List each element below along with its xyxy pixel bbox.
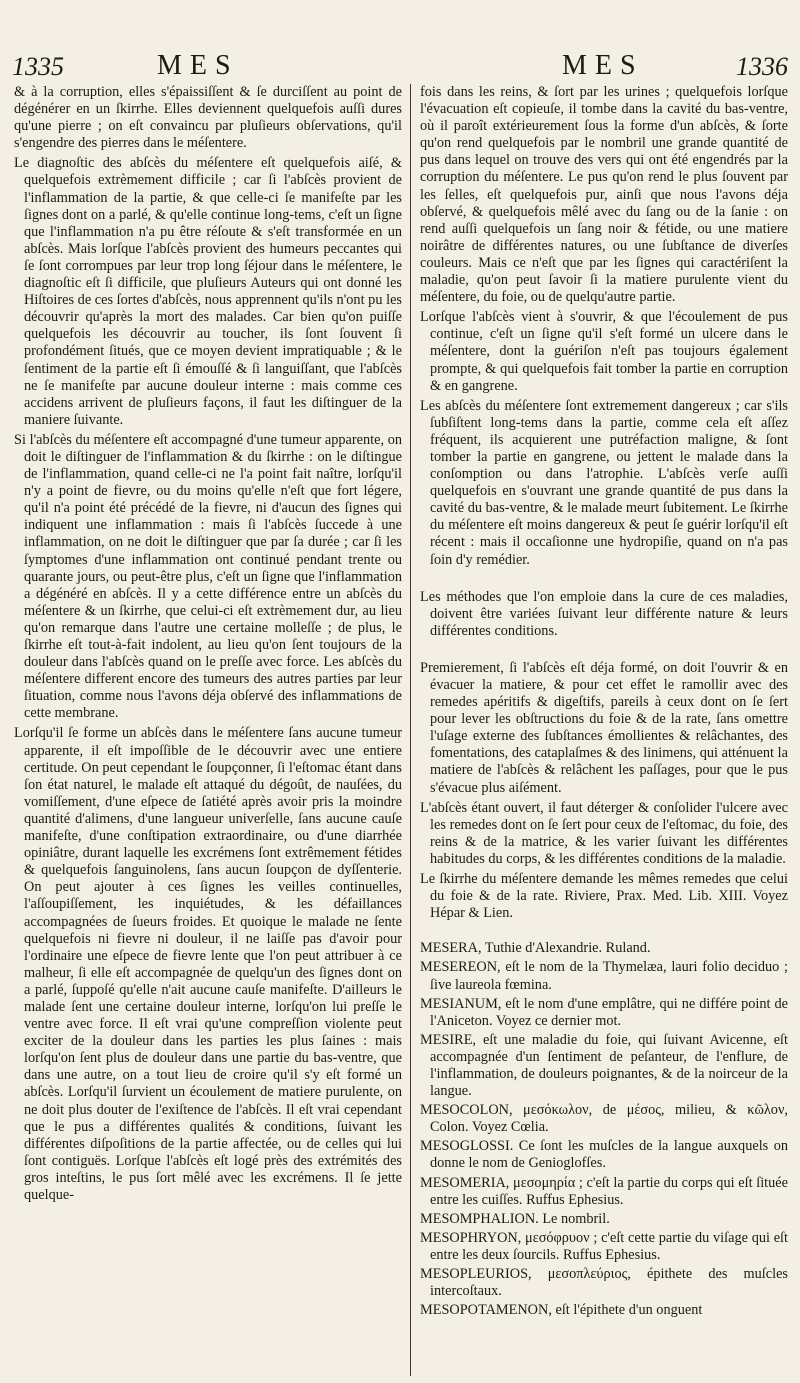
paragraph: Les méthodes que l'on emploie dans la cure de ces maladies, doivent être variées ſuivant leur différente nature & leurs différentes conditions.	[420, 588, 788, 639]
paragraph: Premierement, ſi l'abſcès eſt déja formé, on doit l'ouvrir & en évacuer la matiere, & pour cet effet le ramollir avec des remedes apéritifs & digeſtifs, pareils à ceux dont on ſe ſert pour lever les obſtructions du foie & de la rate, ſans omettre l'uſage externe des ſubſtances émollientes & relâchantes, des fomentations, des cataplaſmes & des linimens, qui atténuent la matiere de l'abſcès & relâchent les paſſages, pour que le pus s'évacue plus aiſément.	[420, 659, 788, 796]
left-page-number: 1335	[12, 52, 64, 81]
entry-mesophryon: MESOPHRYON, μεσόφρυον ; c'eſt cette partie du viſage qui eſt entre les deux ſourcils. Ruffus Ephesius.	[420, 1229, 788, 1263]
column-divider	[410, 84, 411, 1376]
right-column	[420, 84, 788, 1376]
entry-mesomeria: MESOMERIA, μεσομηρία ; c'eſt la partie du corps qui eſt ſituée entre les cuiſſes. Ruffus Ephesius.	[420, 1174, 788, 1208]
right-running-head: MES	[562, 50, 644, 81]
entry-mesoglossi: MESOGLOSSI. Ce ſont les muſcles de la langue auxquels on donne le nom de Genioglofſes.	[420, 1138, 788, 1172]
page-header	[12, 50, 788, 84]
paragraph: Le ſkirrhe du méſentere demande les mêmes remedes que celui du foie & de la rate. Riviere, Prax. Med. Lib. XIII. Voyez Hépar & Lien.	[420, 871, 788, 922]
right-page-number: 1336	[736, 52, 788, 81]
entry-mesereon: MESEREON, eſt le nom de la Thymelæa, lauri folio deciduo ; ſive laureola fœmina.	[420, 959, 788, 993]
paragraph: Si l'abſcès du méſentere eſt accompagné d'une tumeur apparente, on doit le diſtinguer de l'inflammation & du ſkirrhe : on le diſtingue de l'inflammation, quand celle-ci ne l'a point fait naître, lorſqu'il n'y a point de fievre, ou du moins qu'elle n'eſt que fort légere, qu'il n'a point été précédé de la fievre, ni d'aucun des ſignes qui indiquent une inflammation : mais ſi l'abſcès ſuccede à une inflammation, on ne doit le diſtinguer que par ſa durée ; car ſi les ſymptomes d'une inflammation ont continué pendant trente ou quarante jours, ou peut-être plus, c'eſt un ſigne que l'inflammation a dégénéré en abſcès. Il y a cette différence entre un abſcès du méſentere & un ſkirrhe, que celui-ci eſt extrèmement dur, au lieu qu'on remarque dans l'autre une certaine molleſſe ; de plus, le ſkirrhe eſt tout-à-fait indolent, au lieu qu'on ſent toujours de la douleur dans l'abſcès quand on le preſſe avec force. Les abſcès du méſentere different encore des tumeurs des autres parties par leur ſituation, comme nous l'avons déja obſervé des inflammations de cette membrane.	[14, 431, 402, 722]
entry-mesopleurios: MESOPLEURIOS, μεσοπλεύριος, épithete des muſcles intercoſtaux.	[420, 1266, 788, 1300]
left-running-head: MES	[157, 50, 239, 81]
dictionary-entries	[420, 940, 788, 1319]
entry-mesire: MESIRE, eſt une maladie du foie, qui ſuivant Avicenne, eſt accompagnée d'un ſentiment de peſanteur, de l'enflure, de l'inflammation, de douleurs poignantes, & de la noirceur de la langue.	[420, 1031, 788, 1100]
paragraph: & à la corruption, elles s'épaissiſſent & ſe durciſſent au point de dégénérer en un ſkirrhe. Elles deviennent quelquefois auſſi dures qu'une pierre ; on eſt convaincu par pluſieurs obſervations, qu'il s'engendre des pierres dans le méſentere.	[14, 84, 402, 152]
paragraph: Lorſque l'abſcès vient à s'ouvrir, & que l'écoulement de pus continue, c'eſt un ſigne qu'il s'eſt formé un ulcere dans le méſentere, dont la guériſon n'eſt pas toujours également prompte, & qui quelquefois fait tomber la partie en corruption & en gangrene.	[420, 309, 788, 394]
paragraph: L'abſcès étant ouvert, il faut déterger & conſolider l'ulcere avec les remedes dont on ſe ſert pour ceux de l'eſtomac, du foie, des reins & de la matrice, & les varier ſuivant les différentes habitudes du corps, & les différentes conditions de la maladie.	[420, 799, 788, 867]
paragraph: Le diagnoſtic des abſcès du méſentere eſt quelquefois aiſé, & quelquefois extrèmement difficile ; car ſi l'abſcès provient de l'inflammation de la partie, & que celle-ci ſe manifeſte par les ſignes dont on a parlé, & qu'elle continue long-tems, c'eſt un ſigne que l'inflammation n'a pu être réſoute & s'eſt transformée en un abſcès. Mais lorſque l'abſcès provient des humeurs peccantes qui ſe ſont corrompues par leur trop long ſéjour dans le méſentere, le diagnoſtic eſt ſi difficile, que pluſieurs Auteurs qui ont donné les Hiſtoires de ces ſortes d'abſcès, nous apprennent qu'ils n'ont pu les découvrir qu'après la mort des malades. Car bien qu'on puiſſe quelquefois les découvrir au toucher, ils ſont ſouvent ſi profondément ſitués, que ce moyen devient impratiquable ; & le ſentiment de la partie eſt ſi émouſſé & ſi languiſſant, que l'abſcès ne ſe manifeſte par aucune douleur interne : mais comme ces accidens arrivent de pluſieurs façons, il faut les diſtinguer de la maniere ſuivante.	[14, 155, 402, 428]
entry-mesomphalion: MESOMPHALION. Le nombril.	[420, 1210, 610, 1227]
entry-mesopotamenon: MESOPOTAMENON, eſt l'épithete d'un onguent	[420, 1302, 703, 1319]
paragraph: Les abſcès du méſentere ſont extremement dangereux ; car s'ils ſubſiſtent long-tems dans la partie, comme cela eſt aſſez fréquent, ils acquierent une putréfaction maligne, & ſont tomber la partie en gangrene, ou jettent le malade dans la conſomption ou dans l'atrophie. L'abſcès verſe auſſi quelquefois en s'ouvrant une grande quantité de pus dans la cavité du bas-ventre, & le malade meurt ſubitement. Le ſkirrhe du méſentere eſt moins dangereux & peut ſe guérir lorſqu'il eſt récent : mais il occaſionne une hydropiſie, quand on n'a pas ſoin d'y remédier.	[420, 397, 788, 568]
entry-mesocolon: MESOCOLON, μεσόκωλον, de μέσος, milieu, & κῶλον, Colon. Voyez Cœlia.	[420, 1102, 788, 1136]
paragraph: Lorſqu'il ſe forme un abſcès dans le méſentere ſans aucune tumeur apparente, il eſt impoſſible de le découvrir avec une entiere certitude. On peut cependant le ſoupçonner, ſi l'eſtomac étant dans ſon état naturel, le malade eſt attaqué du dégoût, de nauſées, du vomiſſement, d'une eſpece de ſatiété après avoir pris la moindre quantité d'alimens, d'une langueur univerſelle, ſans aucune cauſe manifeſte, d'une conſtipation extraordinaire, ou d'une diarrhée opiniâtre, durant laquelle les excrémens ſont extrêmement fétides & quelquefois ſanguinolens, ſans aucun ſoupçon de dyſſenterie. On peut ajouter à ces ſignes les veilles continuelles, l'aſſoupiſſement, les inquiétudes, & les défaillances accompagnées de ſueurs froides. Et quoique le malade ne ſente quelquefois ni fievre ni douleur, il ne laiſſe pas d'avoir pour l'ordinaire une eſpece de fievre lente que l'on peut attribuer à ce malheur, ſi elle eſt accompagnée de quelqu'un des ſignes dont on a parlé, ſuppoſé qu'elle n'ait aucune cauſe manifeſte. D'ailleurs le malade ſent une certaine douleur interne, lorſqu'on lui preſſe le ventre avec force. Il eſt vrai qu'une compreſſion violente peut exciter de la douleur dans les parties les plus ſaines : mais lorſqu'on ſent plus de douleur dans une partie du bas-ventre, que dans une autre, on a tout lieu de croire qu'il s'y eſt formé un abſcès. Lorſqu'il ſurvient un écoulement de matiere purulente, on ne doit plus douter de l'exiſtence de l'abſcès. Il eſt vrai cependant que le pus a différentes qualités & conditions, ſuivant les différentes diſpoſitions de la partie affectée, ou de celles qui lui ſont contiguës. Lorſque l'abſcès eſt logé près des extrémités des gros inteſtins, le pus ſort mêlé avec les excrémens. Il ſe jette quelque-	[14, 725, 402, 1203]
left-column	[14, 84, 402, 1376]
paragraph: fois dans les reins, & ſort par les urines ; quelquefois lorſque l'évacuation eſt copieuſe, il tombe dans la cavité du bas-ventre, où il paroît extérieurement ſous la forme d'un abſcès, & ſorte qu'on rend quelquefois par le nombril une grande quantité de pus dans lequel on trouve des vers qui ont été engendrés par la corruption du méſentere. Le pus qu'on rend le plus ſouvent par les ſelles, eſt quelquefois pur, ainſi que nous l'avons déja obſervé, & quelquefois mêlé avec du ſang ou de la ſanie : on rend auſſi quelquefois un ſang noir & fétide, ou une matiere noirâtre de différentes natures, ou une ſubſtance de diverſes couleurs. Mais ce n'eſt que par les ſignes qui caractériſent la maladie, qu'on peut ſavoir ſi la matiere purulente vient du méſentere, du foie, ou de quelqu'autre partie.	[420, 84, 788, 306]
entry-mesianum: MESIANUM, eſt le nom d'une emplâtre, qui ne différe point de l'Aniceton. Voyez ce dernier mot.	[420, 995, 788, 1029]
entry-mesera: MESERA, Tuthie d'Alexandrie. Ruland.	[420, 940, 651, 957]
